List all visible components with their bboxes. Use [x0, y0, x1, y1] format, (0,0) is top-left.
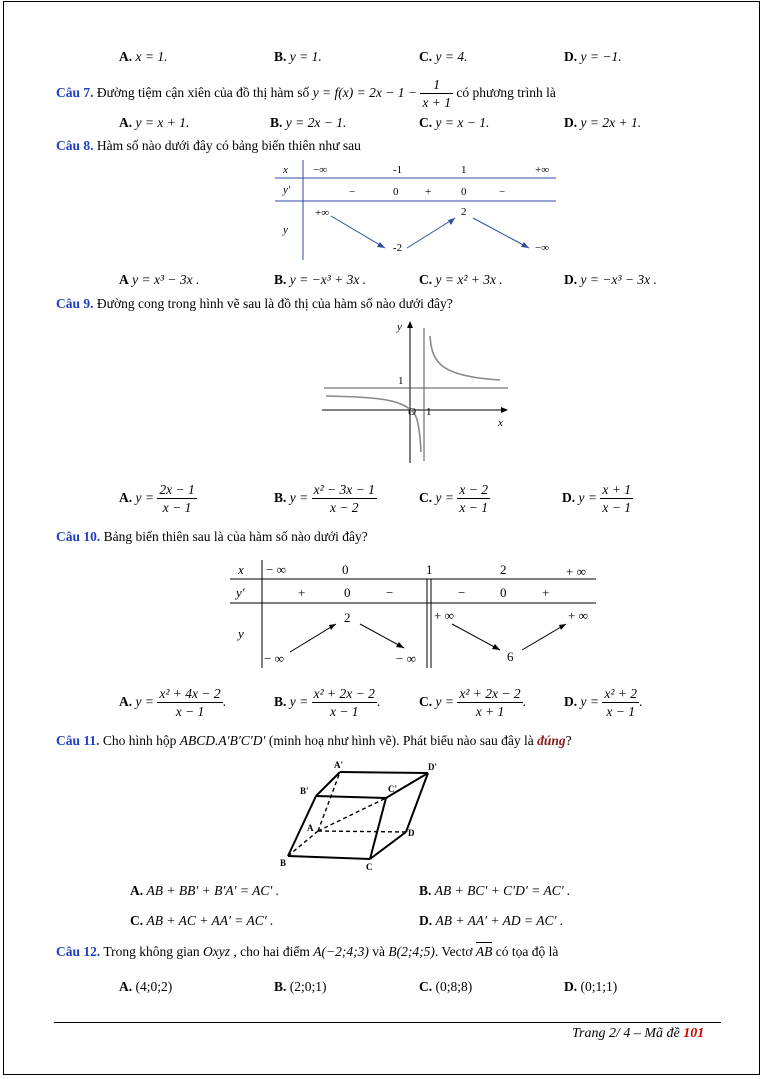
q10-stem: Câu 10. Bảng biến thiên sau là của hàm số nào dưới đây?	[56, 529, 368, 544]
q11-parallelepiped-figure	[278, 758, 448, 874]
q9-option-c[interactable]: C. y = $\frac{x - 2}{x - 1}$	[419, 482, 488, 516]
q10-x-label: x	[238, 562, 244, 577]
q12-vector-ab: AB	[475, 944, 493, 959]
footer-divider	[54, 1022, 721, 1023]
q9-tick-x: 1	[426, 406, 432, 418]
q12-option-d[interactable]: D. (0;1;1)	[564, 979, 618, 994]
q10-x-value: 0	[342, 562, 349, 577]
q8-y-label: y	[283, 224, 288, 236]
q8-x-value: +∞	[535, 164, 550, 176]
q8-option-c[interactable]: C. y = x² + 3x .	[419, 272, 503, 287]
q10-x-value: + ∞	[566, 564, 586, 579]
exam-code: 101	[683, 1026, 705, 1041]
q10-yp-value: −	[458, 585, 466, 600]
q8-x-value: 1	[461, 164, 467, 176]
q10-x-value: 2	[500, 562, 507, 577]
q11-label-C: C	[366, 862, 373, 872]
q11-label-A1: A'	[334, 760, 343, 770]
q10-yp-value: +	[298, 585, 306, 600]
q12-option-c[interactable]: C. (0;8;8)	[419, 979, 473, 994]
q10-y-value: 2	[344, 610, 351, 625]
q10-option-b[interactable]: B. y = $\frac{\text{x² + 2x − 2}}{x - 1}$ .	[274, 686, 381, 720]
q8-y-value: +∞	[315, 207, 330, 219]
q11-label-B1: B'	[300, 786, 309, 796]
q9-option-a[interactable]: A. y = $\frac{2x - 1}{x - 1}$	[119, 482, 195, 516]
q12-option-b[interactable]: B. (2;0;1)	[274, 979, 327, 994]
q10-x-value: − ∞	[266, 562, 286, 577]
q8-yp-value: −	[499, 186, 506, 198]
q9-y-axis-label: y	[397, 321, 402, 333]
q8-y-value: 2	[461, 206, 467, 218]
q9-x-axis-label: x	[498, 417, 503, 429]
q10-y-value: + ∞	[434, 608, 454, 623]
q9-option-d[interactable]: D. y = $\frac{x + 1}{x - 1}$	[562, 482, 631, 516]
q9-graph	[322, 318, 512, 464]
q11-label-D: D	[408, 828, 415, 838]
q8-x-value: −∞	[313, 164, 328, 176]
q10-y-value: + ∞	[568, 608, 588, 623]
q8-x-value: -1	[393, 164, 403, 176]
q9-option-b[interactable]: B. y = $\frac{\text{x² − 3x − 1}}{x - 2}$	[274, 482, 375, 516]
q7-stem: Câu 7. Đường tiệm cận xiên của đồ thị hàm số y = f(x) = 2x − 1 − $\frac{1}{x + 1}$ có phương trình là	[56, 77, 556, 111]
q9-origin-label: O	[408, 406, 416, 418]
q6-option-a[interactable]: A. x = 1.	[119, 49, 168, 64]
q9-tick-y: 1	[398, 375, 404, 387]
q9-stem: Câu 9. Đường cong trong hình vẽ sau là đồ thị của hàm số nào dưới đây?	[56, 296, 453, 311]
q10-yp-value: 0	[500, 585, 507, 600]
q10-option-c[interactable]: C. y = $\frac{\text{x² + 2x − 2}}{x + 1}$ .	[419, 686, 526, 720]
q8-y-value: −∞	[535, 242, 550, 254]
q11-option-d[interactable]: D. AB + AA′ + AD = AC′ .	[419, 913, 564, 928]
q8-yp-value: 0	[393, 186, 399, 198]
q7-option-d[interactable]: D. y = 2x + 1.	[564, 115, 642, 130]
q12-option-a[interactable]: A. (4;0;2)	[119, 979, 173, 994]
q7-option-a[interactable]: A. y = x + 1.	[119, 115, 190, 130]
page-footer: Trang 2/ 4 – Mã đề 101	[572, 1026, 705, 1041]
q8-option-d[interactable]: D. y = −x³ − 3x .	[564, 272, 657, 287]
q8-yp-value: 0	[461, 186, 467, 198]
q10-yp-label: y′	[236, 585, 245, 600]
q10-yp-value: −	[386, 585, 394, 600]
q10-y-value: − ∞	[396, 651, 416, 666]
q8-option-b[interactable]: B. y = −x³ + 3x .	[274, 272, 367, 287]
q6-option-c[interactable]: C. y = 4.	[419, 49, 468, 64]
q7-option-c[interactable]: C. y = x − 1.	[419, 115, 490, 130]
q12-stem: Câu 12. Trong không gian Oxyz , cho hai điểm A(−2;4;3) và B(2;4;5). Vectơ AB có tọa độ là	[56, 944, 559, 959]
q11-label-B: B	[280, 858, 287, 868]
q10-y-value: − ∞	[264, 651, 284, 666]
q8-variation-table	[273, 158, 558, 262]
q11-stem: Câu 11. Cho hình hộp ABCD.A′B′C′D′ (minh hoạ như hình vẽ). Phát biểu nào sau đây là đúng?	[56, 733, 572, 748]
q10-x-value: 1	[426, 562, 433, 577]
q6-option-b[interactable]: B. y = 1.	[274, 49, 322, 64]
q11-label-D1: D'	[428, 762, 437, 772]
q10-option-a[interactable]: A. y = $\frac{\text{x² + 4x − 2}}{x - 1}$ .	[119, 686, 226, 720]
q8-stem: Câu 8. Hàm số nào dưới đây có bảng biến thiên như sau	[56, 138, 361, 153]
q10-y-label: y	[238, 626, 244, 641]
q10-y-value: 6	[507, 649, 514, 664]
q11-option-c[interactable]: C. AB + AC + AA′ = AC′ .	[130, 913, 274, 928]
q7-fraction: $\frac{1}{x + 1}$	[422, 77, 451, 111]
q11-option-a[interactable]: A. AB + BB′ + B′A′ = AC′ .	[130, 883, 280, 898]
q10-variation-table	[228, 558, 598, 670]
q6-option-d[interactable]: D. y = −1.	[564, 49, 622, 64]
q8-yp-value: −	[349, 186, 356, 198]
q11-option-b[interactable]: B. AB + BC′ + C′D′ = AC′ .	[419, 883, 571, 898]
q10-option-d[interactable]: D. y = $\frac{\text{x² + 2}}{x - 1}$ .	[564, 686, 643, 720]
q8-yp-label: y′	[283, 184, 291, 196]
q8-x-label: x	[283, 164, 288, 176]
q10-yp-value: +	[542, 585, 550, 600]
q8-option-a[interactable]: A y = x³ − 3x .	[119, 272, 200, 287]
q8-y-value: -2	[393, 242, 403, 254]
q11-label-C1: C'	[388, 784, 397, 794]
q7-option-b[interactable]: B. y = 2x − 1.	[270, 115, 347, 130]
q11-label-A: A	[307, 823, 314, 833]
q10-yp-value: 0	[344, 585, 351, 600]
q8-yp-value: +	[425, 186, 432, 198]
